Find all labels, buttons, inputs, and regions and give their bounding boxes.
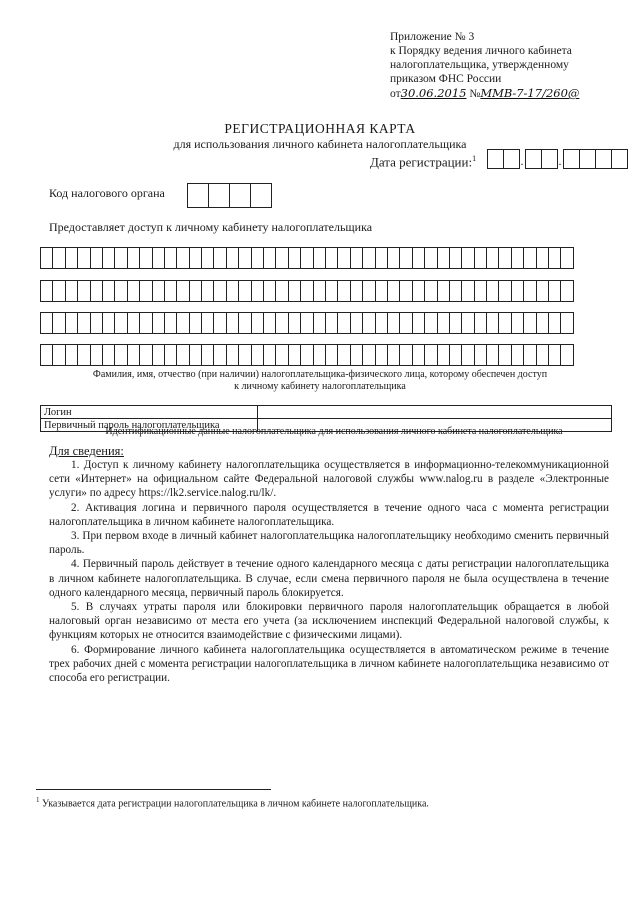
name-char-cell[interactable] — [325, 344, 338, 366]
reg-date-month-cell[interactable] — [541, 149, 558, 169]
info-item-2: 2. Активация логина и первичного пароля осуществляется в течение одного часа с момента регистрации налогоплательщика в личном кабинете налогоплательщика. — [49, 501, 609, 528]
name-char-cell[interactable] — [288, 344, 301, 366]
name-char-cell[interactable] — [449, 344, 462, 366]
name-char-cell[interactable] — [437, 344, 450, 366]
info-heading: Для сведения: — [49, 444, 124, 458]
name-char-cell[interactable] — [213, 344, 226, 366]
name-char-cell[interactable] — [40, 344, 53, 366]
name-char-cell[interactable] — [189, 312, 202, 334]
info-item-1: 1. Доступ к личному кабинету налогоплательщика осуществляется в информационно-телекоммуникационной сети «Интернет» на официальном сайте Федеральной налоговой службы www.nalog.ru в разделе «Электронные услуги» по адресу https://lk2.service.nalog.ru/lk/. — [49, 459, 609, 500]
tax-office-code-cell[interactable] — [229, 183, 251, 208]
name-char-cell[interactable] — [251, 312, 264, 334]
name-char-cell[interactable] — [176, 312, 189, 334]
name-char-cell[interactable] — [387, 344, 400, 366]
name-char-cell[interactable] — [288, 280, 301, 302]
name-char-cell[interactable] — [536, 280, 549, 302]
name-char-cell[interactable] — [399, 247, 412, 269]
info-item-4: 4. Первичный пароль действует в течение одного календарного месяца с даты регистрации налогоплательщика в личном кабинете налогоплательщика. В случае, если смена первичного пароля не была осуществлена в течение одного календарного месяца, первичный пароль блокируется. — [49, 558, 609, 599]
name-char-cell[interactable] — [337, 280, 350, 302]
name-char-cell[interactable] — [226, 247, 239, 269]
login-label: Логин — [41, 406, 258, 419]
name-char-cell[interactable] — [275, 344, 288, 366]
name-char-cell[interactable] — [65, 312, 78, 334]
name-char-cell[interactable] — [449, 312, 462, 334]
name-char-cell[interactable] — [65, 344, 78, 366]
name-char-cell[interactable] — [288, 312, 301, 334]
name-char-cell[interactable] — [77, 280, 90, 302]
name-char-cell[interactable] — [263, 247, 276, 269]
name-char-cell[interactable] — [238, 344, 251, 366]
name-char-cell[interactable] — [139, 344, 152, 366]
name-char-cell[interactable] — [474, 247, 487, 269]
name-char-cell[interactable] — [548, 344, 561, 366]
info-item-3: 3. При первом входе в личный кабинет налогоплательщика налогоплательщику необходимо сменить первичный пароль. — [49, 530, 609, 557]
name-char-cell[interactable] — [313, 312, 326, 334]
info-body — [49, 458, 609, 685]
name-char-cell[interactable] — [65, 280, 78, 302]
name-char-cell[interactable] — [300, 312, 313, 334]
appendix-header — [390, 30, 579, 101]
name-char-cell[interactable] — [337, 247, 350, 269]
appendix-line-4: приказом ФНС России — [390, 73, 502, 85]
name-char-cell[interactable] — [152, 247, 165, 269]
name-char-cell[interactable] — [102, 312, 115, 334]
name-char-cell[interactable] — [176, 247, 189, 269]
name-char-cell[interactable] — [511, 344, 524, 366]
name-char-cell[interactable] — [424, 280, 437, 302]
name-char-cell[interactable] — [399, 312, 412, 334]
name-char-cell[interactable] — [40, 312, 53, 334]
name-char-cell[interactable] — [325, 280, 338, 302]
name-char-cell[interactable] — [486, 247, 499, 269]
name-char-cell[interactable] — [387, 280, 400, 302]
name-char-cell[interactable] — [498, 247, 511, 269]
name-char-cell[interactable] — [474, 344, 487, 366]
order-number: ММВ-7-17/260@ — [480, 86, 580, 100]
reg-date-footnote-mark: 1 — [472, 154, 477, 163]
password-label: Первичный пароль налогоплательщика — [41, 419, 258, 432]
footnote-mark: 1 — [36, 796, 40, 804]
name-char-cell[interactable] — [226, 280, 239, 302]
name-char-cell[interactable] — [536, 247, 549, 269]
name-char-cell[interactable] — [213, 247, 226, 269]
name-char-cell[interactable] — [226, 344, 239, 366]
name-char-cell[interactable] — [127, 312, 140, 334]
name-char-cell[interactable] — [189, 344, 202, 366]
name-char-cell[interactable] — [152, 344, 165, 366]
tax-office-code-cell[interactable] — [208, 183, 230, 208]
name-row-2[interactable] — [40, 280, 573, 302]
name-char-cell[interactable] — [152, 312, 165, 334]
login-row — [41, 406, 612, 419]
name-char-cell[interactable] — [412, 344, 425, 366]
name-char-cell[interactable] — [114, 312, 127, 334]
appendix-line-3: налогоплательщика, утвержденному — [390, 59, 569, 71]
name-char-cell[interactable] — [114, 247, 127, 269]
appendix-number-prefix: № — [469, 88, 481, 100]
name-char-cell[interactable] — [461, 247, 474, 269]
name-char-cell[interactable] — [461, 280, 474, 302]
name-char-cell[interactable] — [449, 247, 462, 269]
footnote-text: Указывается дата регистрации налогоплательщика в личном кабинете налогоплательщика. — [42, 798, 429, 810]
name-char-cell[interactable] — [300, 247, 313, 269]
name-char-cell[interactable] — [325, 312, 338, 334]
name-char-cell[interactable] — [449, 280, 462, 302]
name-char-cell[interactable] — [65, 247, 78, 269]
name-char-cell[interactable] — [511, 280, 524, 302]
footnote-divider — [36, 789, 271, 790]
name-char-cell[interactable] — [523, 312, 536, 334]
name-char-cell[interactable] — [201, 312, 214, 334]
name-char-cell[interactable] — [201, 247, 214, 269]
name-char-cell[interactable] — [77, 312, 90, 334]
reg-date-month-cell[interactable] — [525, 149, 542, 169]
name-char-cell[interactable] — [226, 312, 239, 334]
info-item-6: 6. Формирование личного кабинета налогоплательщика осуществляется в автоматическом режиме в течение трех рабочих дней с момента регистрации налогоплательщика в личном кабинете налогоплательщика независимо от способа его регистрации. — [49, 643, 609, 685]
name-char-cell[interactable] — [325, 247, 338, 269]
name-char-cell[interactable] — [474, 312, 487, 334]
name-char-cell[interactable] — [362, 344, 375, 366]
name-char-cell[interactable] — [164, 247, 177, 269]
name-char-cell[interactable] — [412, 280, 425, 302]
reg-date-year-cell[interactable] — [595, 149, 612, 169]
name-char-cell[interactable] — [486, 280, 499, 302]
name-char-cell[interactable] — [102, 247, 115, 269]
name-char-cell[interactable] — [362, 280, 375, 302]
reg-date-year-cell[interactable] — [579, 149, 596, 169]
name-char-cell[interactable] — [387, 247, 400, 269]
name-char-cell[interactable] — [437, 280, 450, 302]
name-char-cell[interactable] — [189, 247, 202, 269]
appendix-from-prefix: от — [390, 88, 401, 100]
footnote — [36, 796, 429, 809]
name-char-cell[interactable] — [114, 344, 127, 366]
name-char-cell[interactable] — [548, 312, 561, 334]
name-char-cell[interactable] — [127, 344, 140, 366]
name-char-cell[interactable] — [127, 247, 140, 269]
name-char-cell[interactable] — [52, 344, 65, 366]
name-char-cell[interactable] — [238, 247, 251, 269]
name-char-cell[interactable] — [424, 247, 437, 269]
name-char-cell[interactable] — [560, 344, 573, 366]
name-char-cell[interactable] — [238, 280, 251, 302]
name-char-cell[interactable] — [560, 280, 573, 302]
name-char-cell[interactable] — [399, 344, 412, 366]
name-char-cell[interactable] — [300, 344, 313, 366]
name-row-3[interactable] — [40, 312, 573, 334]
name-char-cell[interactable] — [498, 280, 511, 302]
name-char-cell[interactable] — [52, 312, 65, 334]
name-char-cell[interactable] — [461, 312, 474, 334]
reg-date-field[interactable] — [487, 149, 627, 173]
name-char-cell[interactable] — [251, 344, 264, 366]
name-char-cell[interactable] — [152, 280, 165, 302]
tax-office-code-field[interactable] — [187, 183, 271, 208]
name-char-cell[interactable] — [523, 344, 536, 366]
name-char-cell[interactable] — [486, 312, 499, 334]
name-char-cell[interactable] — [560, 312, 573, 334]
appendix-order-line — [390, 86, 579, 101]
name-char-cell[interactable] — [90, 344, 103, 366]
name-char-cell[interactable] — [412, 312, 425, 334]
name-char-cell[interactable] — [263, 280, 276, 302]
reg-date-day-cell[interactable] — [503, 149, 520, 169]
name-char-cell[interactable] — [52, 280, 65, 302]
name-char-cell[interactable] — [424, 344, 437, 366]
name-char-cell[interactable] — [498, 344, 511, 366]
name-char-cell[interactable] — [313, 280, 326, 302]
name-char-cell[interactable] — [275, 247, 288, 269]
name-char-cell[interactable] — [424, 312, 437, 334]
name-char-cell[interactable] — [77, 344, 90, 366]
name-char-cell[interactable] — [350, 280, 363, 302]
name-char-cell[interactable] — [461, 344, 474, 366]
name-char-cell[interactable] — [375, 280, 388, 302]
name-char-cell[interactable] — [337, 312, 350, 334]
name-char-cell[interactable] — [139, 280, 152, 302]
name-char-cell[interactable] — [548, 280, 561, 302]
reg-date-label-wrap — [370, 154, 476, 170]
name-char-cell[interactable] — [90, 280, 103, 302]
date-separator: . — [558, 154, 562, 168]
name-char-cell[interactable] — [399, 280, 412, 302]
person-caption — [0, 369, 640, 393]
info-item-5: 5. В случаях утраты пароля или блокировки первичного пароля налогоплательщик обращается в любой налоговый орган независимо от места его учета (за исключением инспекций Федеральной налоговой службы, к функциям которых не относится взаимодействие с физическими лицами). — [49, 601, 609, 642]
name-char-cell[interactable] — [288, 247, 301, 269]
tax-office-label: Код налогового органа — [49, 186, 165, 200]
name-row-4[interactable] — [40, 344, 573, 366]
name-char-cell[interactable] — [362, 247, 375, 269]
name-char-cell[interactable] — [350, 344, 363, 366]
name-char-cell[interactable] — [350, 247, 363, 269]
name-char-cell[interactable] — [263, 344, 276, 366]
name-char-cell[interactable] — [189, 280, 202, 302]
name-char-cell[interactable] — [139, 312, 152, 334]
name-char-cell[interactable] — [412, 247, 425, 269]
name-char-cell[interactable] — [164, 280, 177, 302]
name-char-cell[interactable] — [40, 247, 53, 269]
name-char-cell[interactable] — [114, 280, 127, 302]
name-char-cell[interactable] — [275, 312, 288, 334]
name-char-cell[interactable] — [102, 280, 115, 302]
name-char-cell[interactable] — [102, 344, 115, 366]
name-char-cell[interactable] — [90, 247, 103, 269]
name-char-cell[interactable] — [213, 312, 226, 334]
name-char-cell[interactable] — [251, 247, 264, 269]
access-label: Предоставляет доступ к личному кабинету налогоплательщика — [49, 220, 373, 234]
name-char-cell[interactable] — [77, 247, 90, 269]
name-char-cell[interactable] — [251, 280, 264, 302]
name-char-cell[interactable] — [127, 280, 140, 302]
name-char-cell[interactable] — [201, 344, 214, 366]
appendix-line-1: Приложение № 3 — [390, 31, 475, 43]
name-char-cell[interactable] — [498, 312, 511, 334]
name-char-cell[interactable] — [213, 280, 226, 302]
name-char-cell[interactable] — [536, 312, 549, 334]
login-value[interactable] — [258, 406, 612, 419]
name-char-cell[interactable] — [40, 280, 53, 302]
name-char-cell[interactable] — [238, 312, 251, 334]
person-caption-line-2: к личному кабинету налогоплательщика — [234, 381, 406, 392]
name-char-cell[interactable] — [300, 280, 313, 302]
date-separator: . — [520, 154, 524, 168]
name-char-cell[interactable] — [437, 312, 450, 334]
name-char-cell[interactable] — [560, 247, 573, 269]
name-row-1[interactable] — [40, 247, 573, 269]
name-char-cell[interactable] — [548, 247, 561, 269]
tax-office-code-cell[interactable] — [187, 183, 209, 208]
credentials-caption: Идентификационные данные налогоплательщика для использования личного кабинета налогоплательщика — [105, 426, 563, 437]
reg-date-day-cell[interactable] — [487, 149, 504, 169]
order-date: 30.06.2015 — [400, 86, 467, 100]
name-char-cell[interactable] — [375, 344, 388, 366]
name-char-cell[interactable] — [313, 247, 326, 269]
reg-date-year-cell[interactable] — [563, 149, 580, 169]
name-char-cell[interactable] — [375, 247, 388, 269]
person-caption-line-1: Фамилия, имя, отчество (при наличии) налогоплательщика-физического лица, которому обеспечен доступ — [92, 369, 548, 380]
name-char-cell[interactable] — [201, 280, 214, 302]
name-char-cell[interactable] — [164, 344, 177, 366]
reg-date-label: Дата регистрации: — [370, 154, 473, 170]
name-char-cell[interactable] — [486, 344, 499, 366]
name-char-cell[interactable] — [523, 280, 536, 302]
name-char-cell[interactable] — [350, 312, 363, 334]
name-char-cell[interactable] — [164, 312, 177, 334]
name-char-cell[interactable] — [176, 344, 189, 366]
name-char-cell[interactable] — [536, 344, 549, 366]
name-char-cell[interactable] — [139, 247, 152, 269]
name-char-cell[interactable] — [313, 344, 326, 366]
name-char-cell[interactable] — [387, 312, 400, 334]
name-char-cell[interactable] — [52, 247, 65, 269]
name-char-cell[interactable] — [90, 312, 103, 334]
name-char-cell[interactable] — [275, 280, 288, 302]
name-char-cell[interactable] — [511, 247, 524, 269]
name-char-cell[interactable] — [375, 312, 388, 334]
card-subtitle: для использования личного кабинета налогоплательщика — [173, 137, 467, 151]
name-char-cell[interactable] — [511, 312, 524, 334]
appendix-line-2: к Порядку ведения личного кабинета — [390, 45, 572, 57]
name-char-cell[interactable] — [437, 247, 450, 269]
name-char-cell[interactable] — [337, 344, 350, 366]
name-char-cell[interactable] — [474, 280, 487, 302]
name-char-cell[interactable] — [176, 280, 189, 302]
card-title: РЕГИСТРАЦИОННАЯ КАРТА — [224, 121, 416, 136]
name-char-cell[interactable] — [263, 312, 276, 334]
reg-date-year-cell[interactable] — [611, 149, 628, 169]
tax-office-code-cell[interactable] — [250, 183, 272, 208]
name-char-cell[interactable] — [523, 247, 536, 269]
name-char-cell[interactable] — [362, 312, 375, 334]
